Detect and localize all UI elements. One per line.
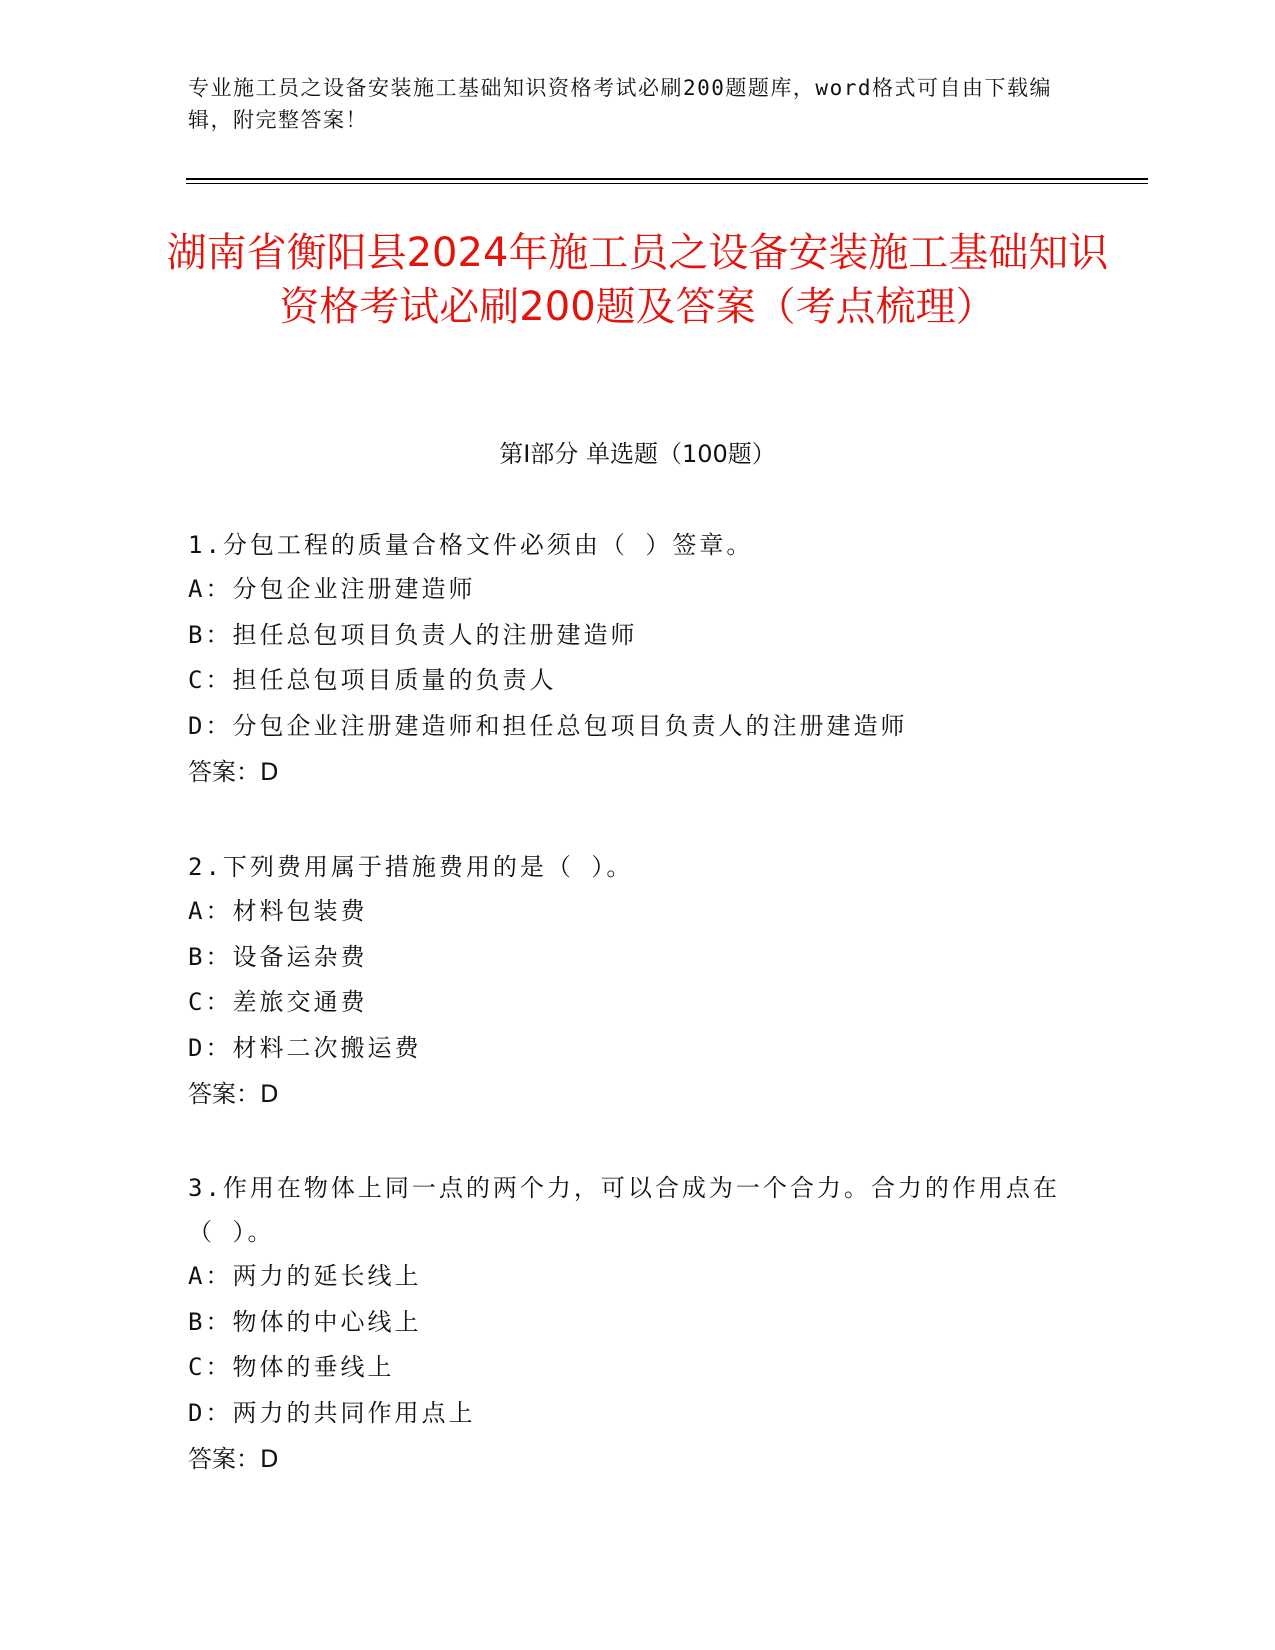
option-b: B：设备运杂费 xyxy=(188,942,368,971)
option-c: C：担任总包项目质量的负责人 xyxy=(188,666,557,694)
question-3 xyxy=(188,1166,1068,1482)
answer: 答案：D xyxy=(188,1445,279,1473)
option-a: A：材料包装费 xyxy=(188,897,368,925)
option-b: B：物体的中心线上 xyxy=(188,1307,422,1336)
option-d: D：材料二次搬运费 xyxy=(188,1033,422,1062)
document-title: 湖南省衡阳县2024年施工员之设备安装施工基础知识资格考试必刷200题及答案（考点梳理） xyxy=(166,230,1109,330)
section-title: 第Ⅰ部分 单选题（100题） xyxy=(499,440,776,468)
header-divider-thin xyxy=(186,183,1148,184)
question-stem: 1.分包工程的质量合格文件必须由（ ）签章。 xyxy=(188,531,754,559)
question-1 xyxy=(188,523,1068,795)
option-d: D：两力的共同作用点上 xyxy=(188,1398,476,1427)
answer: 答案：D xyxy=(188,1080,279,1108)
header-note: 专业施工员之设备安装施工基础知识资格考试必刷200题题库，word格式可自由下载编辑，附完整答案！ xyxy=(188,76,1052,132)
option-c: C：差旅交通费 xyxy=(188,988,368,1016)
option-d: D：分包企业注册建造师和担任总包项目负责人的注册建造师 xyxy=(188,711,908,740)
header-divider-thick xyxy=(186,178,1148,180)
option-c: C：物体的垂线上 xyxy=(188,1353,395,1381)
option-b: B：担任总包项目负责人的注册建造师 xyxy=(188,620,638,649)
question-stem: 3.作用在物体上同一点的两个力，可以合成为一个合力。合力的作用点在（ ）。 xyxy=(188,1174,1060,1246)
answer: 答案：D xyxy=(188,758,279,786)
option-a: A：两力的延长线上 xyxy=(188,1262,422,1290)
question-2 xyxy=(188,845,1068,1117)
option-a: A：分包企业注册建造师 xyxy=(188,575,476,603)
question-stem: 2.下列费用属于措施费用的是（ ）。 xyxy=(188,853,634,881)
